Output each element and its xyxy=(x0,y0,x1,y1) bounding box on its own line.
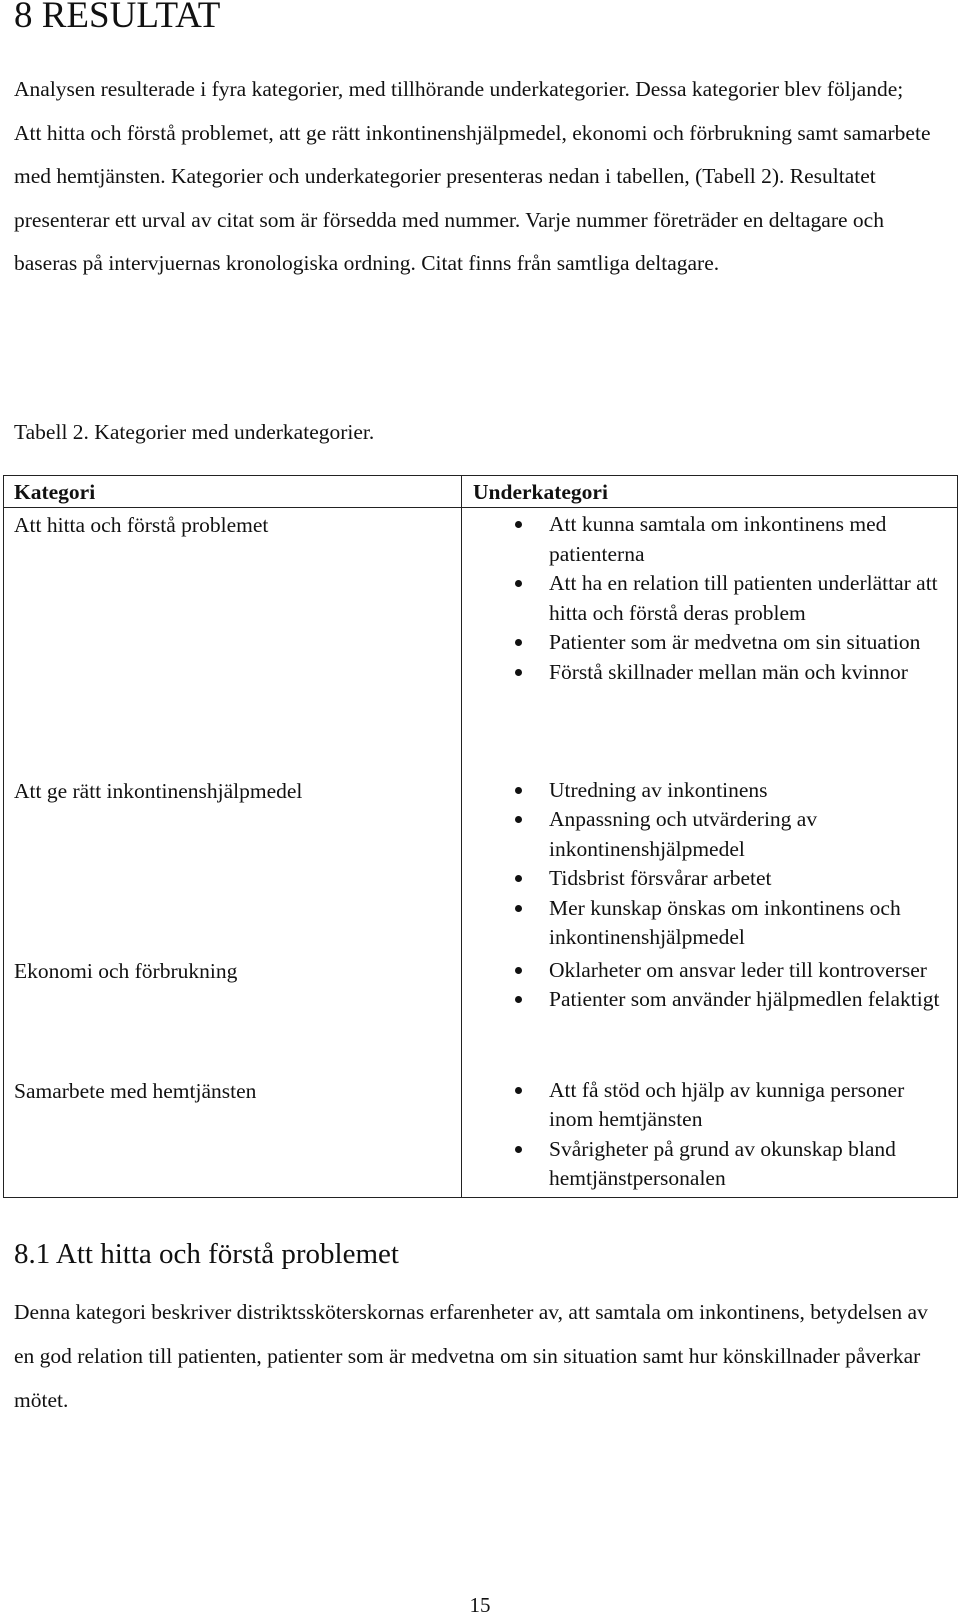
subcategory-text: Patienter som är medvetna om sin situation xyxy=(549,630,921,654)
list-item xyxy=(462,1076,957,1135)
subcategory-text: Att få stöd och hjälp av kunniga personer inom hemtjänsten xyxy=(549,1077,905,1131)
list-item xyxy=(462,628,957,658)
subcategory-text: Att kunna samtala om inkontinens med patienterna xyxy=(549,512,887,566)
subcategory-cell xyxy=(462,954,958,1074)
bullet-icon xyxy=(515,816,522,823)
list-item xyxy=(462,985,957,1015)
category-cell: Att hitta och förstå problemet xyxy=(4,508,462,774)
category-cell: Ekonomi och förbrukning xyxy=(4,954,462,1074)
bullet-icon xyxy=(515,1087,522,1094)
category-cell: Samarbete med hemtjänsten xyxy=(4,1074,462,1198)
subcategory-text: Att ha en relation till patienten underlättar att hitta och förstå deras problem xyxy=(549,571,938,625)
subcategory-text: Anpassning och utvärdering av inkontinenshjälpmedel xyxy=(549,807,818,861)
page-number: 15 xyxy=(469,1593,491,1617)
category-cell: Att ge rätt inkontinenshjälpmedel xyxy=(4,774,462,954)
bullet-icon xyxy=(515,669,522,676)
table-row xyxy=(4,954,958,1074)
section-heading: 8.1 Att hitta och förstå problemet xyxy=(14,1238,399,1270)
bullet-icon xyxy=(515,521,522,528)
subcategory-text: Patienter som använder hjälpmedlen felaktigt xyxy=(549,987,940,1011)
category-table xyxy=(3,475,958,1198)
bullet-icon xyxy=(515,787,522,794)
list-item xyxy=(462,894,957,953)
bullet-icon xyxy=(515,905,522,912)
bullet-icon xyxy=(515,1146,522,1153)
list-item xyxy=(462,569,957,628)
list-item xyxy=(462,776,957,806)
header-underkategori: Underkategori xyxy=(462,476,958,508)
table-row xyxy=(4,774,958,954)
subcategory-text: Tidsbrist försvårar arbetet xyxy=(549,866,772,890)
bullet-icon xyxy=(515,639,522,646)
subcategory-cell xyxy=(462,1074,958,1198)
intro-paragraph: Analysen resulterade i fyra kategorier, med tillhörande underkategorier. Dessa kategorier blev följande; Att hitta och förstå problemet, att ge rätt inkontinenshjälpmedel, ekonomi och förbrukning samt samarbete med hemtjänsten. Kategorier och underkategorier presenteras nedan i tabellen, (Tabell 2). Resultatet presenterar ett urval av citat som är försedda med nummer. Varje nummer företräder en deltagare och baseras på intervjuernas kronologiska ordning. Citat finns från samtliga deltagare. xyxy=(14,77,931,275)
section-paragraph: Denna kategori beskriver distriktssköterskornas erfarenheter av, att samtala om inkontinens, betydelsen av en god relation till patienten, patienter som är medvetna om sin situation samt hur könskillnader påverkar mötet. xyxy=(14,1300,928,1412)
bullet-icon xyxy=(515,875,522,882)
list-item xyxy=(462,956,957,986)
subcategory-text: Svårigheter på grund av okunskap bland hemtjänstpersonalen xyxy=(549,1136,896,1190)
list-item xyxy=(462,1135,957,1194)
subcategory-text: Mer kunskap önskas om inkontinens och inkontinenshjälpmedel xyxy=(549,895,901,949)
table-row xyxy=(4,1074,958,1198)
list-item xyxy=(462,658,957,688)
list-item xyxy=(462,864,957,894)
list-item xyxy=(462,805,957,864)
subcategory-text: Utredning av inkontinens xyxy=(549,777,768,802)
table-row xyxy=(4,508,958,774)
subcategory-text: Oklarheter om ansvar leder till kontroverser xyxy=(549,957,927,982)
bullet-icon xyxy=(515,967,522,974)
subcategory-cell xyxy=(462,508,958,774)
subcategory-cell xyxy=(462,774,958,954)
table-caption: Tabell 2. Kategorier med underkategorier. xyxy=(14,420,375,444)
chapter-heading: 8 RESULTAT xyxy=(14,0,221,36)
bullet-icon xyxy=(515,996,522,1003)
bullet-icon xyxy=(515,580,522,587)
subcategory-text: Förstå skillnader mellan män och kvinnor xyxy=(549,659,908,684)
list-item xyxy=(462,510,957,569)
header-kategori: Kategori xyxy=(4,476,462,508)
